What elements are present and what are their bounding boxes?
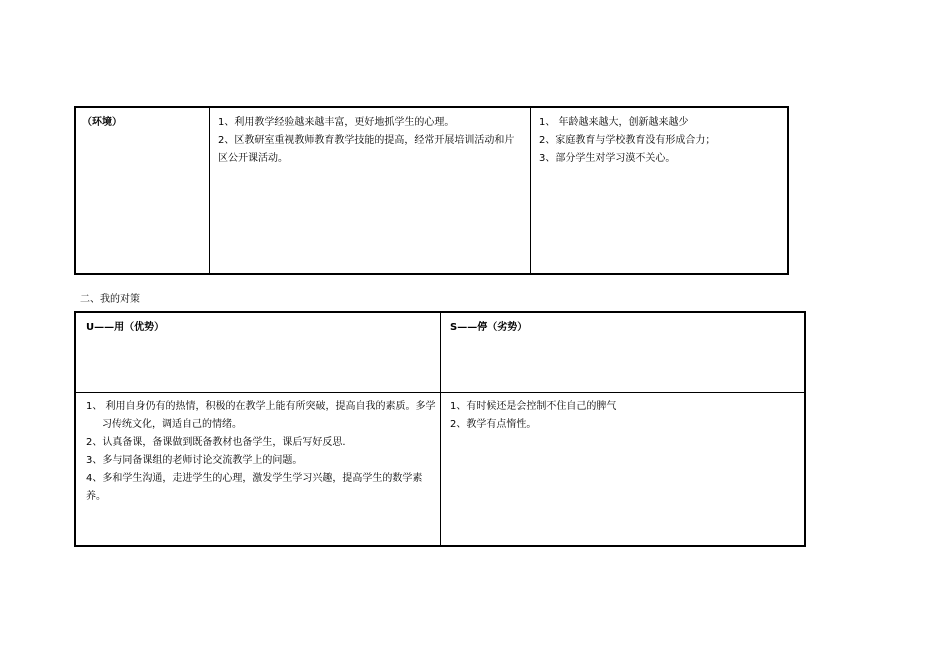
weaknesses-header: S——停（劣势） [450, 322, 528, 333]
weaknesses-list [450, 398, 800, 434]
threat-item: 2、家庭教育与学校教育没有形成合力； [539, 135, 716, 146]
column-divider [440, 313, 441, 545]
environment-table [74, 106, 789, 275]
weakness-item: 2、教学有点惰性。 [450, 419, 537, 430]
strategy-table [74, 311, 806, 547]
strengths-header-cell [86, 319, 436, 337]
threat-item: 3、部分学生对学习漠不关心。 [539, 153, 676, 164]
strength-item: 1、 利用自身仍有的热情，积极的在教学上能有所突破，提高自我的素质。多学习传统文化，调适自己的情绪。 [86, 401, 436, 430]
weakness-item: 1、有时候还是会控制不住自己的脾气 [450, 401, 617, 412]
threats-cell [539, 114, 784, 168]
opportunity-item: 1、利用教学经验越来越丰富，更好地抓学生的心理。 [218, 117, 455, 128]
environment-label: （环境） [82, 117, 122, 128]
strengths-list [86, 398, 436, 506]
strength-item: 4、多和学生沟通，走进学生的心理，激发学生学习兴趣，提高学生的数学素养。 [86, 473, 423, 502]
strengths-header: U——用（优势） [86, 322, 165, 333]
column-divider [209, 108, 210, 273]
opportunities-cell [218, 114, 524, 168]
opportunity-item: 2、区教研室重视教师教育教学技能的提高，经常开展培训活动和片区公开课活动。 [218, 135, 515, 164]
threat-item: 1、 年龄越来越大，创新越来越少 [539, 117, 689, 128]
strength-item: 2、认真备课，备课做到既备教材也备学生，课后写好反思. [86, 437, 346, 448]
column-divider [530, 108, 531, 273]
environment-label-cell [82, 114, 202, 132]
section-heading: 二、我的对策 [80, 294, 140, 305]
weaknesses-header-cell [450, 319, 800, 337]
strength-item: 3、多与同备课组的老师讨论交流教学上的问题。 [86, 455, 303, 466]
